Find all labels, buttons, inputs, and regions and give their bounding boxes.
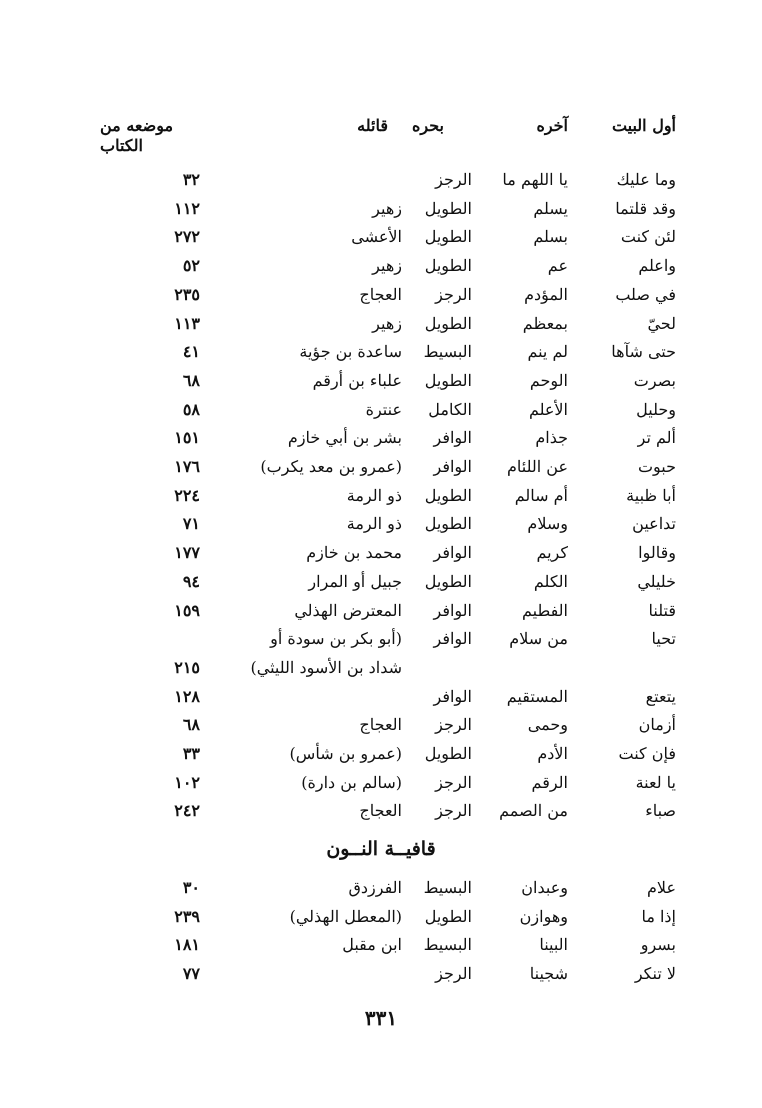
first-line-cell: قتلنا — [648, 600, 676, 620]
last-word-cell: وسلام — [527, 514, 568, 534]
last-word-cell: أم سالم — [514, 485, 568, 505]
meter-cell: الوافر — [433, 428, 472, 448]
last-word-cell: الأدم — [537, 744, 568, 763]
location-cell: ١٠٢ — [174, 772, 200, 792]
meter-cell: الرجز — [435, 801, 472, 821]
location-cell: ٧١ — [182, 514, 200, 534]
meter-cell: الطويل — [424, 198, 472, 218]
poet-cell: العجاج — [359, 284, 402, 304]
location-cell: ١١٣ — [174, 313, 200, 333]
table-row — [0, 170, 762, 194]
first-line-cell: صباء — [645, 801, 676, 821]
table-row — [0, 256, 762, 280]
poet-cell: العجاج — [359, 801, 402, 821]
first-line-cell: فإن كنت — [618, 744, 676, 763]
location-cell: ٢١٥ — [174, 657, 200, 677]
location-cell: ٢٧٢ — [174, 227, 200, 247]
location-cell: ١٥١ — [174, 428, 200, 448]
table-row — [0, 371, 762, 395]
last-word-cell: بمعظم — [522, 313, 568, 333]
location-cell: ٤١ — [182, 342, 200, 362]
poet-cell: عنترة — [365, 399, 402, 419]
location-cell: ٣٣ — [182, 744, 200, 763]
location-cell: ١٨١ — [174, 935, 200, 955]
first-line-cell: تحيا — [651, 629, 676, 649]
header-meter: بحره — [412, 116, 444, 135]
meter-cell: الطويل — [424, 906, 472, 926]
poet-cell: (سالم بن دارة) — [301, 772, 402, 792]
meter-cell: البسيط — [423, 878, 472, 897]
last-word-cell: المستقيم — [506, 686, 568, 706]
meter-cell: الطويل — [424, 485, 472, 505]
table-row — [0, 457, 762, 481]
poet-cell: (أبو بكر بن سودة أو — [270, 629, 402, 649]
last-word-cell: الوحم — [529, 370, 568, 390]
last-word-cell: شجينا — [529, 964, 568, 984]
table-row — [0, 964, 762, 988]
meter-cell: الرجز — [435, 715, 472, 735]
first-line-cell: أبا ظبية — [626, 485, 676, 505]
table-row — [0, 601, 762, 625]
location-cell: ٢٣٥ — [174, 284, 200, 304]
first-line-cell: وقد قلتما — [615, 198, 676, 218]
location-cell: ١٧٧ — [174, 543, 200, 563]
poet-cell: زهير — [372, 313, 402, 333]
table-row — [0, 658, 762, 682]
first-line-cell: بسرو — [640, 935, 676, 955]
first-line-cell: يا لعنة — [635, 772, 676, 792]
poet-cell: الفرزدق — [348, 878, 402, 897]
last-word-cell: لم ينم — [527, 342, 568, 362]
table-row — [0, 285, 762, 309]
table-row — [0, 342, 762, 366]
meter-cell: الطويل — [424, 227, 472, 247]
meter-cell: الطويل — [424, 571, 472, 591]
table-row — [0, 572, 762, 596]
meter-cell: الوافر — [433, 457, 472, 476]
meter-cell: الطويل — [424, 313, 472, 333]
first-line-cell: وما عليك — [616, 170, 676, 189]
table-row — [0, 687, 762, 711]
poet-cell: زهير — [372, 198, 402, 218]
first-line-cell: أزمان — [638, 715, 676, 735]
location-cell: ٥٨ — [182, 399, 200, 419]
poet-cell: علباء بن أرقم — [312, 370, 402, 390]
last-word-cell: عن اللئام — [506, 457, 568, 476]
table-header — [0, 116, 762, 160]
last-word-cell: يا اللهم ما — [502, 170, 568, 189]
last-word-cell: من الصمم — [499, 801, 568, 821]
first-line-cell: واعلم — [638, 256, 676, 276]
last-word-cell: الكلم — [533, 571, 568, 591]
location-cell: ١٢٨ — [174, 686, 200, 706]
poet-cell: شداد بن الأسود الليثي) — [250, 657, 402, 677]
table-row — [0, 801, 762, 825]
last-word-cell: يسلم — [533, 198, 568, 218]
first-line-cell: في صلب — [615, 284, 676, 304]
table-row — [0, 907, 762, 931]
poet-cell: العجاج — [359, 715, 402, 735]
poet-cell: ابن مقبل — [342, 935, 402, 955]
last-word-cell: المؤدم — [524, 284, 568, 304]
table-row — [0, 715, 762, 739]
table-row — [0, 400, 762, 424]
table-row — [0, 227, 762, 251]
table-row — [0, 199, 762, 223]
section-title: قافيــة النــون — [326, 838, 436, 860]
last-word-cell: الفطيم — [521, 600, 568, 620]
poet-cell: الأعشى — [351, 227, 402, 247]
table-row — [0, 773, 762, 797]
first-line-cell: وقالوا — [638, 543, 676, 563]
meter-cell: الطويل — [424, 370, 472, 390]
table-row — [0, 486, 762, 510]
meter-cell: الطويل — [424, 744, 472, 763]
header-poet: قائله — [357, 116, 388, 135]
last-word-cell: من سلام — [509, 629, 568, 649]
poet-cell: (المعطل الهذلي) — [289, 906, 402, 926]
table-row — [0, 935, 762, 959]
first-line-cell: تداعين — [632, 514, 676, 534]
meter-cell: الرجز — [435, 170, 472, 189]
last-word-cell: كريم — [536, 543, 568, 563]
first-line-cell: لا تنكر — [634, 964, 676, 984]
meter-cell: الرجز — [435, 284, 472, 304]
first-line-cell: بصرت — [633, 370, 676, 390]
meter-cell: الوافر — [433, 686, 472, 706]
last-word-cell: جذام — [535, 428, 568, 448]
meter-cell: البسيط — [423, 935, 472, 955]
location-cell: ٥٢ — [182, 256, 200, 276]
table-row — [0, 543, 762, 567]
location-cell: ٢٢٤ — [174, 485, 200, 505]
poet-cell: المعترض الهذلي — [294, 600, 402, 620]
location-cell: ٣٠ — [182, 878, 200, 897]
first-line-cell: يتعتع — [645, 686, 676, 706]
first-line-cell: وحليل — [636, 399, 676, 419]
meter-cell: البسيط — [423, 342, 472, 362]
location-cell: ٦٨ — [182, 715, 200, 735]
first-line-cell: حتى شآها — [611, 342, 676, 362]
first-line-cell: لئن كنت — [620, 227, 676, 247]
page-number: ٣٣١ — [364, 1006, 398, 1030]
first-line-cell: علام — [647, 878, 676, 897]
meter-cell: الطويل — [424, 256, 472, 276]
location-cell: ١٧٦ — [174, 457, 200, 476]
table-row — [0, 629, 762, 653]
meter-cell: الرجز — [435, 964, 472, 984]
poet-cell: ساعدة بن جؤية — [299, 342, 402, 362]
header-location: موضعه من الكتاب — [100, 116, 174, 155]
location-cell: ٦٨ — [182, 370, 200, 390]
header-first-line: أول البيت — [611, 116, 676, 135]
meter-cell: الوافر — [433, 629, 472, 649]
location-cell: ٣٢ — [182, 170, 200, 189]
location-cell: ٧٧ — [182, 964, 200, 984]
last-word-cell: وحمى — [527, 715, 568, 735]
table-row — [0, 314, 762, 338]
location-cell: ١١٢ — [174, 198, 200, 218]
meter-cell: الكامل — [428, 399, 472, 419]
first-line-cell: حبوت — [637, 457, 676, 476]
location-cell: ٩٤ — [182, 571, 200, 591]
table-row — [0, 514, 762, 538]
location-cell: ٢٤٢ — [174, 801, 200, 821]
last-word-cell: الأعلم — [528, 399, 568, 419]
meter-cell: الوافر — [433, 543, 472, 563]
poet-cell: ذو الرمة — [346, 514, 402, 534]
table-row — [0, 878, 762, 902]
poet-cell: بشر بن أبي خازم — [287, 428, 402, 448]
first-line-cell: خليلي — [637, 571, 676, 591]
last-word-cell: البينا — [539, 935, 568, 955]
meter-cell: الطويل — [424, 514, 472, 534]
meter-cell: الوافر — [433, 600, 472, 620]
last-word-cell: وهوازن — [519, 906, 568, 926]
poet-cell: محمد بن خازم — [306, 543, 402, 563]
location-cell: ١٥٩ — [174, 600, 200, 620]
last-word-cell: عم — [547, 256, 568, 276]
location-cell: ٢٣٩ — [174, 906, 200, 926]
first-line-cell: ألم تر — [637, 428, 676, 448]
poet-cell: (عمرو بن معد يكرب) — [260, 457, 402, 476]
table-row — [0, 744, 762, 768]
first-line-cell: إذا ما — [641, 906, 676, 926]
meter-cell: الرجز — [435, 772, 472, 792]
poet-cell: جبيل أو المرار — [308, 571, 402, 591]
poet-cell: زهير — [372, 256, 402, 276]
poet-cell: (عمرو بن شأس) — [289, 744, 402, 763]
first-line-cell: لحيّ — [647, 313, 676, 333]
table-row — [0, 428, 762, 452]
last-word-cell: الرقم — [531, 772, 568, 792]
poet-cell: ذو الرمة — [346, 485, 402, 505]
last-word-cell: بسلم — [533, 227, 568, 247]
last-word-cell: وعبدان — [521, 878, 568, 897]
header-last-word: آخره — [536, 116, 568, 135]
